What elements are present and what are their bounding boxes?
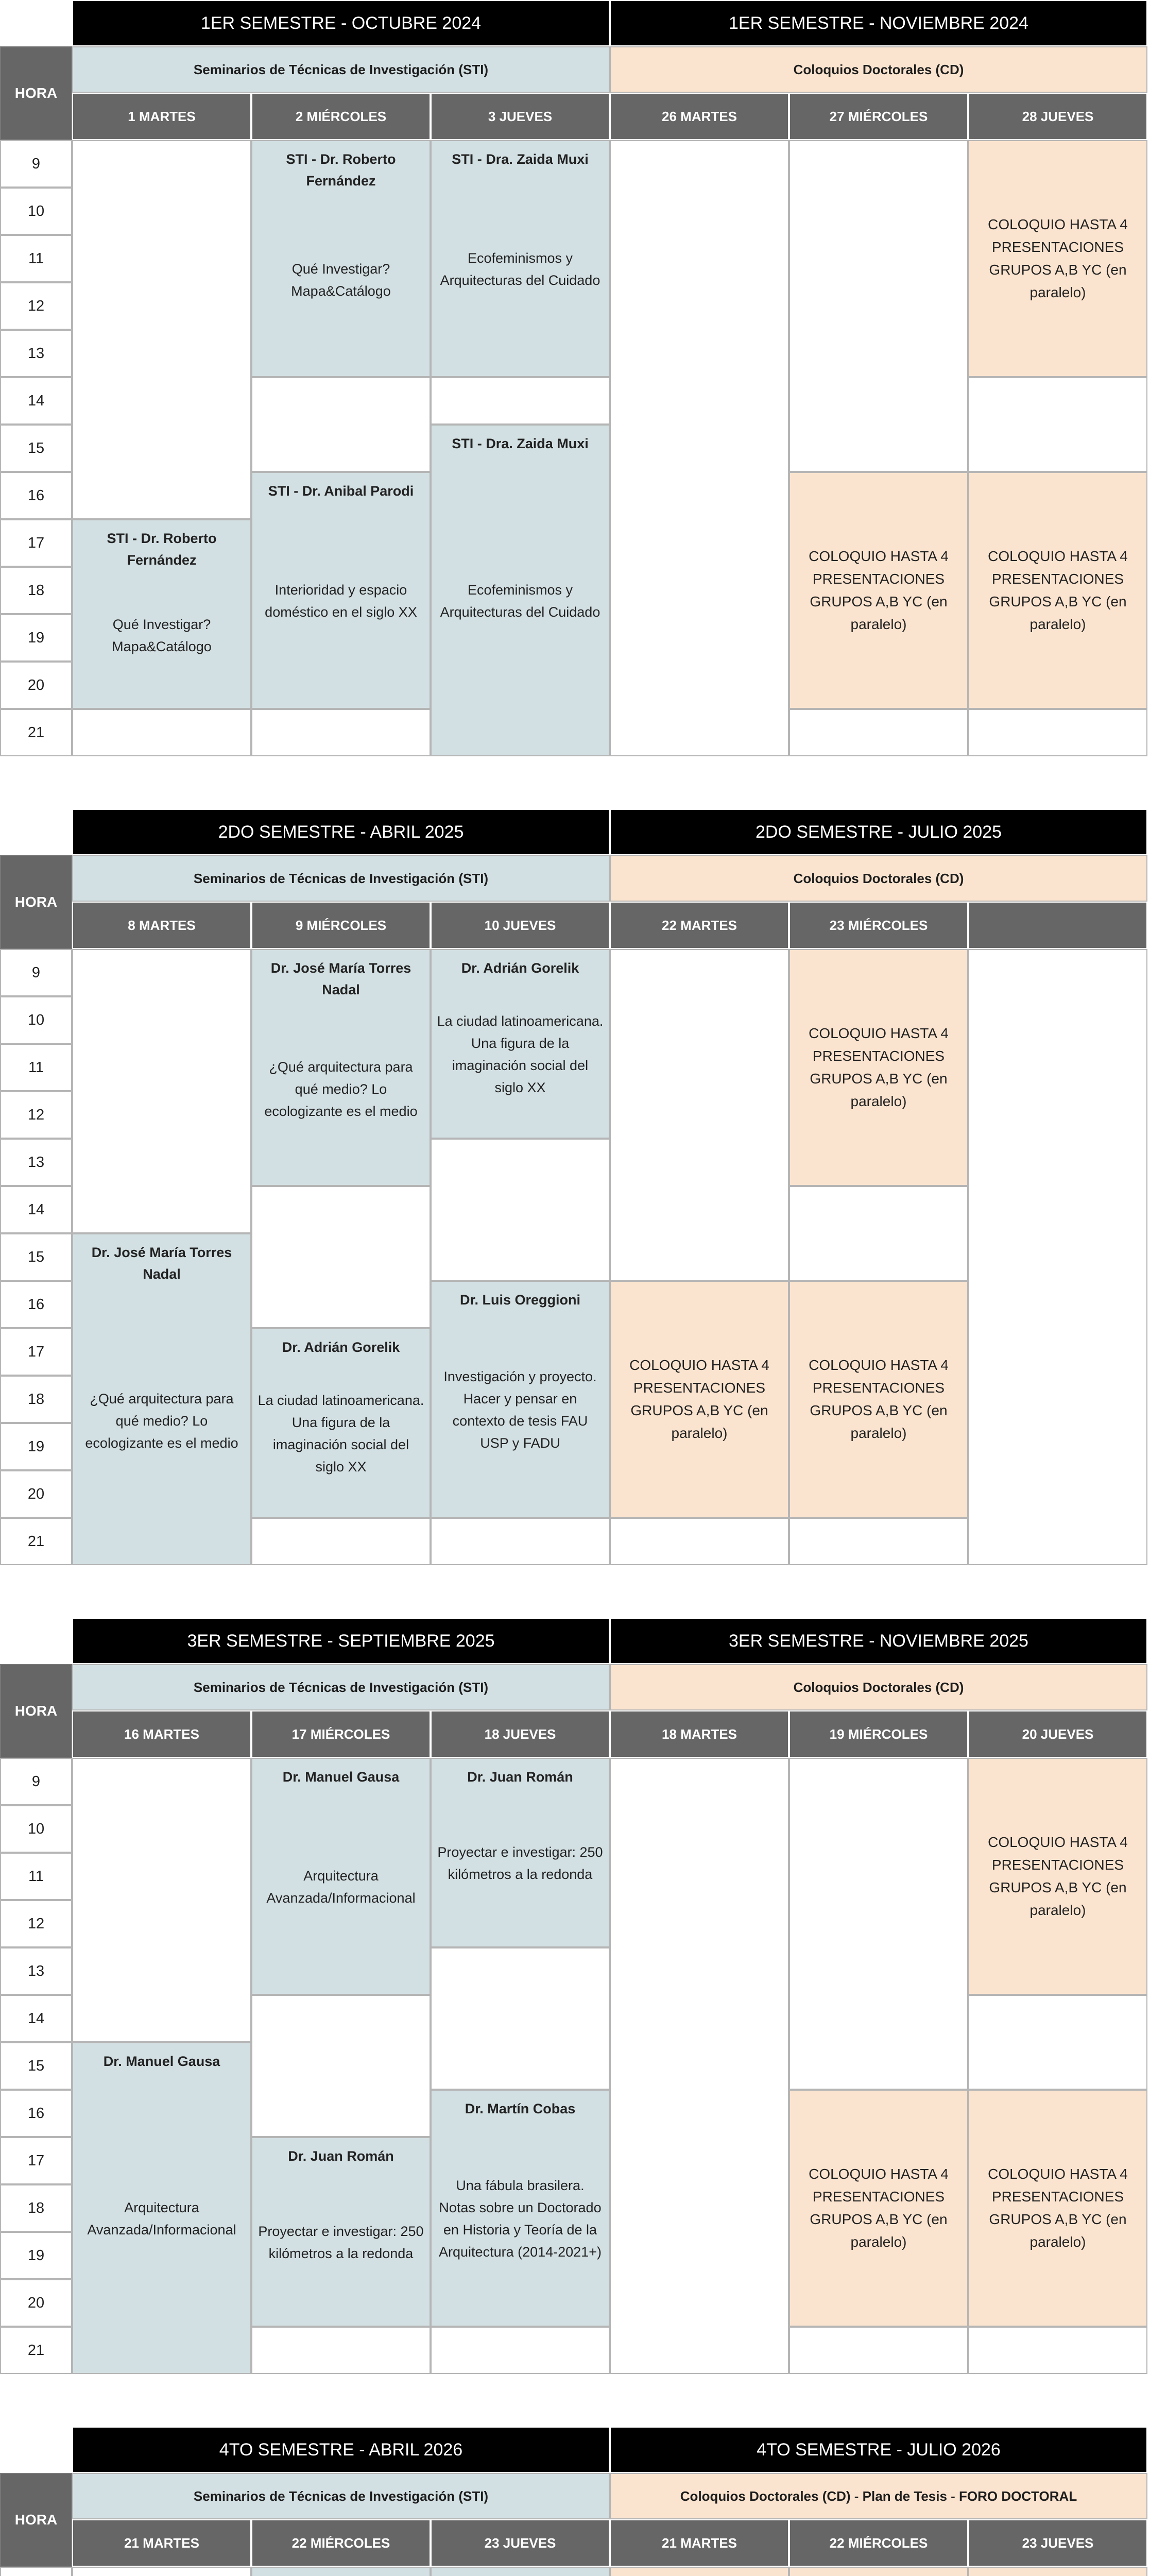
- hour-label: 16: [0, 1281, 72, 1328]
- day-header: 16 MARTES: [72, 1710, 251, 1758]
- semester-title-sti: 4TO SEMESTRE - ABRIL 2026: [72, 2427, 610, 2473]
- empty-slot: [72, 949, 251, 1233]
- colloquium-block: [789, 949, 968, 1186]
- empty-slot: [72, 1758, 251, 2042]
- event-title: STI - Dr. Roberto Fernández: [107, 531, 217, 568]
- empty-slot: [72, 709, 251, 756]
- event-description: Interioridad y espacio doméstico en el siglo XX: [265, 582, 417, 620]
- empty-slot: [431, 1947, 610, 2090]
- hour-label: 17: [0, 1328, 72, 1376]
- hour-label: 13: [0, 1947, 72, 1995]
- semester-title-cd: 3ER SEMESTRE - NOVIEMBRE 2025: [610, 1618, 1147, 1664]
- hora-header: HORA: [0, 1664, 72, 1758]
- hour-label: 10: [0, 1805, 72, 1853]
- empty-slot: [789, 1758, 968, 2090]
- sti-section-header: Seminarios de Técnicas de Investigación (STI): [72, 2473, 610, 2519]
- hour-label: 20: [0, 2279, 72, 2327]
- event-description: COLOQUIO HASTA 4 PRESENTACIONES GRUPOS A,B YC (en paralelo): [988, 216, 1128, 300]
- event-title: STI - Dr. Anibal Parodi: [268, 483, 414, 499]
- event-description: Proyectar e investigar: 250 kilómetros a la redonda: [258, 2224, 424, 2261]
- day-header: 21 MARTES: [610, 2519, 789, 2567]
- empty-slot: [72, 2567, 251, 2576]
- hour-label: 9: [0, 140, 72, 188]
- seminar-block: [251, 2567, 431, 2576]
- day-header: 18 JUEVES: [431, 1710, 610, 1758]
- cd-section-header: Coloquios Doctorales (CD) - Plan de Tesis - FORO DOCTORAL: [610, 2473, 1147, 2519]
- event-description: Una fábula brasilera. Notas sobre un Doctorado en Historia y Teoría de la Arquitectura (2014-2021+): [439, 2178, 602, 2260]
- hour-label: 21: [0, 1518, 72, 1565]
- colloquium-block: [968, 472, 1147, 709]
- seminar-block: [251, 2137, 431, 2327]
- colloquium-block: [968, 2567, 1147, 2576]
- hora-header: HORA: [0, 46, 72, 140]
- event-title: Dr. Manuel Gausa: [103, 2054, 220, 2069]
- hour-label: 19: [0, 1423, 72, 1470]
- seminar-block: [251, 1758, 431, 1995]
- event-title: Dr. Juan Román: [288, 2148, 394, 2164]
- empty-slot: [251, 377, 431, 472]
- hour-label: 12: [0, 1091, 72, 1139]
- seminar-block: [251, 1328, 431, 1518]
- hour-label: 15: [0, 2042, 72, 2090]
- event-description: La ciudad latinoamericana. Una figura de la imaginación social del siglo XX: [437, 1013, 604, 1095]
- event-description: Proyectar e investigar: 250 kilómetros a la redonda: [437, 1844, 603, 1882]
- event-title: Dr. Manuel Gausa: [282, 1769, 400, 1785]
- semester-schedule: [0, 809, 1150, 1572]
- event-title: Dr. Martín Cobas: [465, 2101, 576, 2116]
- empty-slot: [610, 1518, 789, 1565]
- colloquium-block: [968, 1758, 1147, 1995]
- cd-section-header: Coloquios Doctorales (CD): [610, 1664, 1147, 1710]
- seminar-block: [72, 2042, 251, 2374]
- event-description: COLOQUIO HASTA 4 PRESENTACIONES GRUPOS A,B YC (en paralelo): [988, 2166, 1128, 2250]
- semester-title-sti: 1ER SEMESTRE - OCTUBRE 2024: [72, 0, 610, 46]
- hour-label: 14: [0, 377, 72, 425]
- event-title: STI - Dra. Zaida Muxi: [452, 436, 589, 451]
- colloquium-block: [789, 472, 968, 709]
- event-title: Dr. Adrián Gorelik: [282, 1340, 400, 1355]
- empty-slot: [789, 140, 968, 472]
- day-header: 21 MARTES: [72, 2519, 251, 2567]
- hour-label: 18: [0, 1376, 72, 1423]
- event-description: COLOQUIO HASTA 4 PRESENTACIONES GRUPOS A,B YC (en paralelo): [629, 1357, 769, 1441]
- day-header: 27 MIÉRCOLES: [789, 93, 968, 140]
- semester-title-cd: 4TO SEMESTRE - JULIO 2026: [610, 2427, 1147, 2473]
- day-header: 28 JUEVES: [968, 93, 1147, 140]
- day-header: 20 JUEVES: [968, 1710, 1147, 1758]
- day-header: 8 MARTES: [72, 902, 251, 949]
- event-description: Qué Investigar? Mapa&Catálogo: [291, 261, 391, 299]
- hour-label: 15: [0, 425, 72, 472]
- hour-label: 13: [0, 1139, 72, 1186]
- hour-label: 14: [0, 1995, 72, 2042]
- day-header: 22 MIÉRCOLES: [251, 2519, 431, 2567]
- event-description: Investigación y proyecto. Hacer y pensar en contexto de tesis FAU USP y FADU: [443, 1369, 597, 1451]
- colloquium-block: [789, 2090, 968, 2327]
- hour-label: [0, 2567, 72, 2576]
- day-header: 18 MARTES: [610, 1710, 789, 1758]
- hour-label: 11: [0, 235, 72, 282]
- event-description: COLOQUIO HASTA 4 PRESENTACIONES GRUPOS A,B YC (en paralelo): [988, 548, 1128, 632]
- hour-label: 17: [0, 2137, 72, 2184]
- empty-slot: [431, 377, 610, 425]
- empty-slot: [251, 709, 431, 756]
- empty-slot: [431, 1139, 610, 1281]
- empty-slot: [251, 1518, 431, 1565]
- event-title: Dr. José María Torres Nadal: [270, 960, 411, 997]
- semester-title-sti: 2DO SEMESTRE - ABRIL 2025: [72, 809, 610, 855]
- event-description: COLOQUIO HASTA 4 PRESENTACIONES GRUPOS A,B YC (en paralelo): [809, 1357, 949, 1441]
- hour-label: 21: [0, 709, 72, 756]
- empty-slot: [789, 1186, 968, 1281]
- colloquium-block: [789, 2567, 968, 2576]
- event-description: COLOQUIO HASTA 4 PRESENTACIONES GRUPOS A,B YC (en paralelo): [809, 1025, 949, 1109]
- seminar-block: [431, 425, 610, 756]
- empty-slot: [610, 949, 789, 1281]
- event-description: ¿Qué arquitectura para qué medio? Lo ecologizante es el medio: [264, 1059, 418, 1119]
- semester-schedule: [0, 2427, 1150, 2576]
- event-title: STI - Dr. Roberto Fernández: [286, 151, 396, 189]
- event-description: COLOQUIO HASTA 4 PRESENTACIONES GRUPOS A,B YC (en paralelo): [809, 2166, 949, 2250]
- event-title: Dr. José María Torres Nadal: [91, 1245, 232, 1282]
- event-title: Dr. Adrián Gorelik: [461, 960, 579, 976]
- day-header: 10 JUEVES: [431, 902, 610, 949]
- empty-slot: [789, 2327, 968, 2374]
- colloquium-block: [789, 1281, 968, 1518]
- event-title: Dr. Juan Román: [467, 1769, 573, 1785]
- hour-label: 20: [0, 662, 72, 709]
- cd-section-header: Coloquios Doctorales (CD): [610, 46, 1147, 93]
- empty-slot: [610, 140, 789, 756]
- hour-label: 15: [0, 1233, 72, 1281]
- hour-label: 9: [0, 949, 72, 996]
- sti-section-header: Seminarios de Técnicas de Investigación (STI): [72, 46, 610, 93]
- event-description: ¿Qué arquitectura para qué medio? Lo ecologizante es el medio: [85, 1391, 238, 1451]
- seminar-block: [431, 1281, 610, 1518]
- hour-label: 19: [0, 2232, 72, 2279]
- seminar-block: [431, 2090, 610, 2327]
- empty-slot: [251, 1186, 431, 1328]
- colloquium-block: [968, 140, 1147, 377]
- hour-label: 16: [0, 2090, 72, 2137]
- hour-label: 10: [0, 188, 72, 235]
- day-header: 17 MIÉRCOLES: [251, 1710, 431, 1758]
- semester-schedule: [0, 1618, 1150, 2381]
- semester-title-sti: 3ER SEMESTRE - SEPTIEMBRE 2025: [72, 1618, 610, 1664]
- empty-slot: [431, 1518, 610, 1565]
- empty-slot: [968, 1995, 1147, 2090]
- day-header: 19 MIÉRCOLES: [789, 1710, 968, 1758]
- day-header: 22 MARTES: [610, 902, 789, 949]
- seminar-block: [431, 140, 610, 377]
- event-description: La ciudad latinoamericana. Una figura de la imaginación social del siglo XX: [258, 1393, 424, 1475]
- hour-label: 19: [0, 614, 72, 662]
- day-header: [968, 902, 1147, 949]
- hour-label: 17: [0, 519, 72, 567]
- seminar-block: [431, 949, 610, 1139]
- hora-header: HORA: [0, 2473, 72, 2567]
- empty-slot: [789, 709, 968, 756]
- event-description: Ecofeminismos y Arquitecturas del Cuidado: [440, 582, 600, 620]
- hour-label: 20: [0, 1470, 72, 1518]
- day-header: 2 MIÉRCOLES: [251, 93, 431, 140]
- semester-title-cd: 1ER SEMESTRE - NOVIEMBRE 2024: [610, 0, 1147, 46]
- hour-label: 14: [0, 1186, 72, 1233]
- empty-slot: [968, 709, 1147, 756]
- sti-section-header: Seminarios de Técnicas de Investigación (STI): [72, 1664, 610, 1710]
- empty-slot: [431, 2327, 610, 2374]
- hour-label: 11: [0, 1853, 72, 1900]
- hour-label: 21: [0, 2327, 72, 2374]
- hour-label: 18: [0, 567, 72, 614]
- empty-slot: [789, 1518, 968, 1565]
- seminar-block: [251, 472, 431, 709]
- hour-label: 10: [0, 996, 72, 1044]
- empty-slot: [72, 140, 251, 519]
- event-description: Arquitectura Avanzada/Informacional: [266, 1868, 416, 1906]
- day-header: 23 JUEVES: [968, 2519, 1147, 2567]
- empty-slot: [251, 2327, 431, 2374]
- day-header: 3 JUEVES: [431, 93, 610, 140]
- colloquium-block: [610, 1281, 789, 1518]
- semester-title-cd: 2DO SEMESTRE - JULIO 2025: [610, 809, 1147, 855]
- seminar-block: [251, 140, 431, 377]
- hour-label: 9: [0, 1758, 72, 1805]
- event-description: COLOQUIO HASTA 4 PRESENTACIONES GRUPOS A,B YC (en paralelo): [809, 548, 949, 632]
- seminar-block: [72, 519, 251, 709]
- seminar-block: [251, 949, 431, 1186]
- event-description: COLOQUIO HASTA 4 PRESENTACIONES GRUPOS A,B YC (en paralelo): [988, 1834, 1128, 1918]
- event-description: Arquitectura Avanzada/Informacional: [87, 2200, 236, 2238]
- seminar-block: [431, 2567, 610, 2576]
- empty-slot: [968, 377, 1147, 472]
- hour-label: 16: [0, 472, 72, 519]
- hour-label: 12: [0, 282, 72, 330]
- day-header: 23 JUEVES: [431, 2519, 610, 2567]
- day-header: 23 MIÉRCOLES: [789, 902, 968, 949]
- empty-slot: [968, 2327, 1147, 2374]
- semester-schedule: [0, 0, 1150, 764]
- hour-label: 11: [0, 1044, 72, 1091]
- hora-header: HORA: [0, 855, 72, 949]
- event-description: Qué Investigar? Mapa&Catálogo: [112, 617, 212, 654]
- hour-label: 12: [0, 1900, 72, 1947]
- seminar-block: [72, 1233, 251, 1565]
- event-title: Dr. Luis Oreggioni: [459, 1292, 581, 1308]
- day-header: 1 MARTES: [72, 93, 251, 140]
- empty-slot: [251, 1995, 431, 2137]
- cd-section-header: Coloquios Doctorales (CD): [610, 855, 1147, 902]
- empty-slot: [968, 949, 1147, 1565]
- hour-label: 13: [0, 330, 72, 377]
- day-header: 26 MARTES: [610, 93, 789, 140]
- colloquium-block: [610, 2567, 789, 2576]
- event-title: STI - Dra. Zaida Muxi: [452, 151, 589, 167]
- sti-section-header: Seminarios de Técnicas de Investigación (STI): [72, 855, 610, 902]
- empty-slot: [610, 1758, 789, 2374]
- colloquium-block: [968, 2090, 1147, 2327]
- event-description: Ecofeminismos y Arquitecturas del Cuidado: [440, 250, 600, 288]
- day-header: 9 MIÉRCOLES: [251, 902, 431, 949]
- seminar-block: [431, 1758, 610, 1947]
- hour-label: 18: [0, 2184, 72, 2232]
- day-header: 22 MIÉRCOLES: [789, 2519, 968, 2567]
